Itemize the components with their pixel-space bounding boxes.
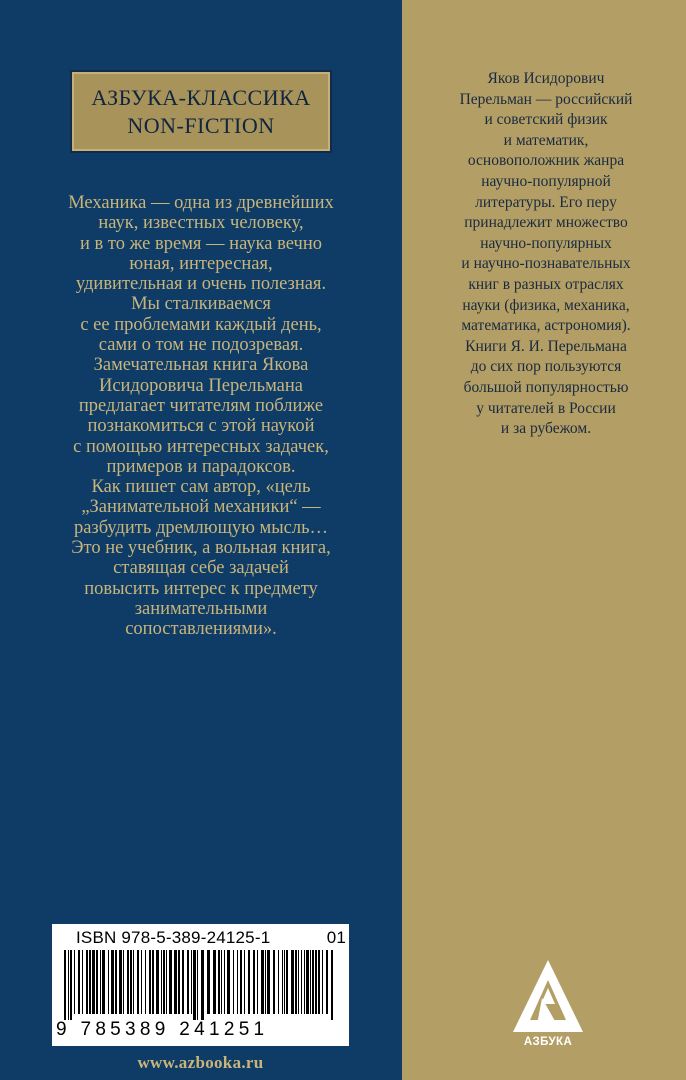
- description-line: Как пишет сам автор, «цель: [91, 477, 311, 498]
- description-line: предлагает читателям поближе: [78, 395, 324, 416]
- barcode-bar: [197, 950, 198, 1020]
- barcode-bar: [213, 950, 216, 1014]
- barcode-icon: [60, 950, 342, 1020]
- barcode-bar: [149, 950, 151, 1014]
- barcode-bar: [115, 950, 117, 1014]
- barcode-bar: [218, 950, 220, 1014]
- barcode-bar: [312, 950, 314, 1014]
- description-line: Замечательная книга Якова: [93, 355, 309, 376]
- barcode-bar: [163, 950, 165, 1014]
- series-subtitle: NON-FICTION: [127, 112, 275, 138]
- barcode-bar: [89, 950, 91, 1014]
- barcode-bar: [221, 950, 222, 1014]
- bio-line: и научно-познавательных: [461, 255, 631, 273]
- barcode-bar: [78, 950, 80, 1014]
- description-line: Мы сталкиваемся: [131, 294, 271, 315]
- barcode-bar: [119, 950, 122, 1014]
- barcode-bar: [156, 950, 159, 1014]
- barcode-bar: [133, 950, 134, 1014]
- azbuka-logo-icon: [508, 958, 588, 1036]
- barcode-bar: [178, 950, 180, 1014]
- description-line: Исидоровича Перельмана: [98, 375, 303, 396]
- barcode-bar: [257, 950, 258, 1014]
- barcode-bar: [193, 950, 196, 1020]
- description-line: и в то же время — наука вечно: [80, 233, 322, 254]
- barcode-bar: [108, 950, 109, 1014]
- description-line: удивительная и очень полезная.: [75, 274, 327, 295]
- bio-line: Книги Я. И. Перельмана: [465, 337, 627, 355]
- barcode-bar: [102, 950, 105, 1014]
- isbn-label: ISBN 978-5-389-24125-1: [76, 928, 271, 947]
- publisher-website: www.azbooka.ru: [137, 1053, 264, 1072]
- series-title: АЗБУКА-КЛАССИКА: [91, 84, 311, 110]
- description-line: примеров и парадоксов.: [106, 456, 296, 477]
- isbn-addon: 01: [326, 928, 346, 947]
- barcode-bar: [291, 950, 294, 1014]
- barcode-bar: [304, 950, 305, 1014]
- barcode-bar: [310, 950, 311, 1014]
- barcode-bar: [265, 950, 266, 1014]
- bio-line: основоположник жанра: [467, 152, 625, 170]
- bio-line: Перельман — российский: [459, 90, 633, 108]
- barcode-bar: [201, 950, 204, 1020]
- description-line: Это не учебник, а вольная книга,: [71, 538, 331, 559]
- author-bio: [426, 69, 666, 440]
- barcode-bar: [248, 950, 250, 1014]
- description-line: Механика — одна из древнейших: [68, 193, 334, 213]
- barcode-bar: [331, 950, 333, 1020]
- logo-wordmark: АЗБУКА: [523, 1036, 573, 1048]
- description-line: с помощью интересных задачек,: [73, 436, 329, 457]
- description-line: сопоставлениями».: [125, 619, 277, 640]
- barcode-bar: [111, 950, 114, 1014]
- barcode-bar: [227, 950, 230, 1014]
- bio-line: до сих пор пользуются: [470, 358, 622, 376]
- bio-line: и математик,: [503, 131, 589, 149]
- bio-line: и советский физик: [484, 111, 608, 129]
- description-line: занимательными: [134, 598, 268, 619]
- barcode-bar: [261, 950, 264, 1014]
- barcode-bar: [282, 950, 283, 1014]
- barcode-box: [52, 924, 349, 1046]
- barcode-bar: [130, 950, 132, 1014]
- barcode-bar: [224, 950, 225, 1014]
- barcode-bar: [127, 950, 129, 1014]
- barcode-bar: [137, 950, 139, 1014]
- bio-line: литературы. Его перу: [475, 193, 617, 211]
- barcode-bar: [318, 950, 320, 1014]
- barcode-bar: [169, 950, 172, 1014]
- ean-digits: 9 785389 241251: [56, 1019, 269, 1040]
- barcode-bar: [64, 950, 66, 1020]
- series-label-box: [70, 70, 332, 153]
- bio-line: у читателей в России: [476, 399, 616, 417]
- barcode-bar: [123, 950, 124, 1014]
- description-line: „Занимательной механики“ —: [81, 497, 321, 518]
- barcode-bar: [273, 950, 275, 1014]
- barcode-bar: [68, 950, 69, 1020]
- barcode-bar: [301, 950, 302, 1014]
- description-line: ставящая себе задачей: [113, 558, 289, 579]
- barcode-bar: [74, 950, 75, 1014]
- bio-line: математика, астрономия).: [461, 317, 631, 335]
- isbn-line: [76, 928, 346, 948]
- barcode-bar: [86, 950, 88, 1014]
- description-line: повысить интерес к предмету: [84, 578, 318, 599]
- barcode-bar: [298, 950, 299, 1014]
- bio-line: и за рубежом.: [500, 420, 592, 438]
- bio-line: научно-популярных: [480, 234, 612, 252]
- barcode-bar: [100, 950, 101, 1014]
- description-line: с ее проблемами каждый день,: [80, 314, 322, 335]
- barcode-bar: [284, 950, 285, 1014]
- barcode-bar: [306, 950, 309, 1014]
- description-line: сами о том не подозревая.: [98, 335, 304, 356]
- barcode-bar: [295, 950, 297, 1014]
- barcode-bar: [141, 950, 142, 1014]
- barcode-bar: [326, 950, 328, 1014]
- barcode-bar: [267, 950, 270, 1014]
- barcode-bar: [187, 950, 189, 1014]
- barcode-bar: [182, 950, 184, 1014]
- barcode-bar: [240, 950, 242, 1014]
- barcode-bar: [96, 950, 98, 1014]
- barcode-bar: [278, 950, 279, 1014]
- publisher-logo: [508, 958, 588, 1048]
- book-description: [22, 193, 380, 640]
- bio-line: большой популярностью: [463, 378, 629, 396]
- barcode-bar: [145, 950, 146, 1014]
- barcode-bar: [315, 950, 317, 1014]
- barcode-bar: [92, 950, 95, 1014]
- bio-line: книг в разных отраслях: [468, 275, 624, 293]
- barcode-bar: [191, 950, 192, 1014]
- barcode-bar: [322, 950, 323, 1014]
- barcode-bar: [161, 950, 162, 1014]
- barcode-bar: [237, 950, 238, 1014]
- barcode-bar: [286, 950, 288, 1014]
- bio-line: науки (физика, механика,: [462, 296, 630, 314]
- barcode-bar: [152, 950, 154, 1014]
- bio-line: Яков Исидорович: [487, 70, 605, 87]
- bio-line: принадлежит множество: [464, 214, 628, 232]
- barcode-bar: [233, 950, 234, 1014]
- barcode-bar: [82, 950, 83, 1014]
- description-line: наук, известных человеку,: [98, 213, 304, 234]
- barcode-bar: [244, 950, 245, 1014]
- barcode-bar: [207, 950, 210, 1014]
- barcode-bar: [253, 950, 255, 1014]
- description-line: юная, интересная,: [129, 253, 273, 274]
- description-line: разбудить дремлющую мысль…: [73, 517, 329, 538]
- barcode-bar: [174, 950, 177, 1014]
- barcode-bar: [70, 950, 72, 1020]
- description-line: познакомиться с этой наукой: [87, 416, 315, 437]
- barcode-bar: [166, 950, 167, 1014]
- bio-line: научно-популярной: [481, 172, 611, 190]
